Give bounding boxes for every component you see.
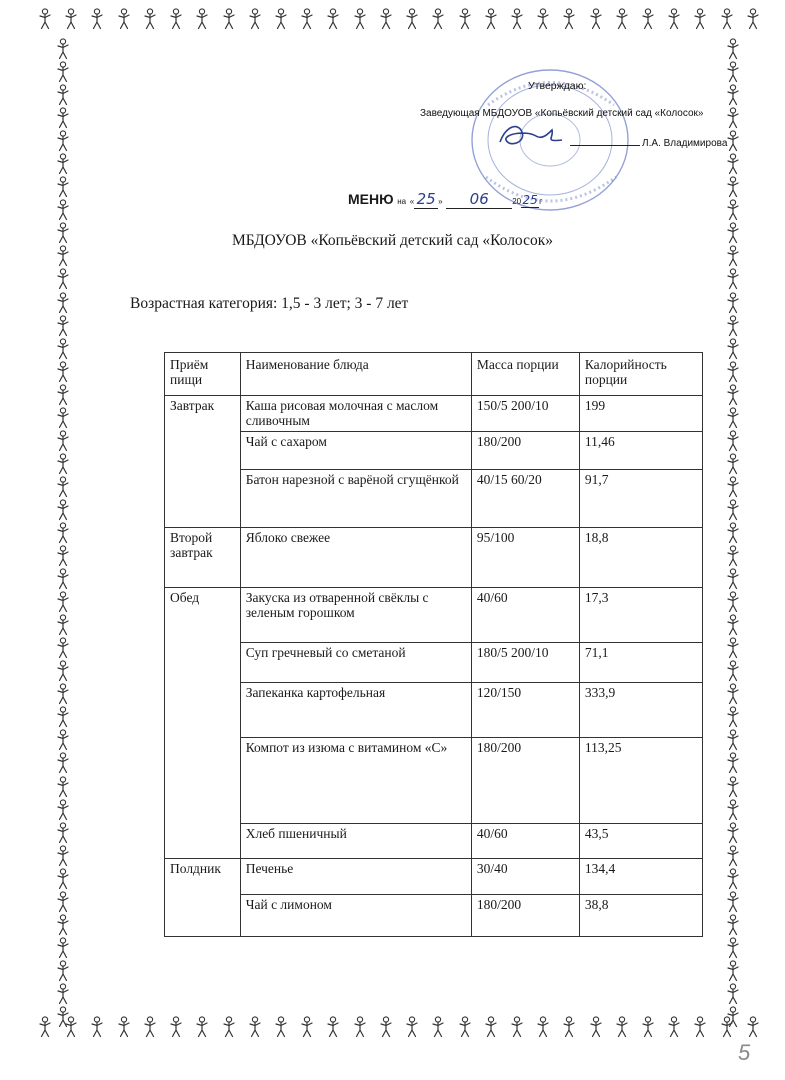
child-figure-icon (726, 315, 740, 337)
page-mark: 5 (738, 1040, 751, 1065)
child-figure-icon (379, 8, 393, 30)
dish-cell: Чай с лимоном (240, 895, 471, 937)
cal-cell: 113,25 (579, 738, 702, 824)
child-figure-icon (510, 8, 524, 30)
child-figure-icon (56, 614, 70, 636)
month-value: 06 (469, 190, 489, 208)
open-quote: « (409, 197, 415, 206)
child-figure-icon (56, 822, 70, 844)
child-figure-icon (746, 1016, 760, 1038)
child-figure-icon (56, 960, 70, 982)
cal-cell: 134,4 (579, 859, 702, 895)
child-figure-icon (56, 384, 70, 406)
child-figure-icon (726, 61, 740, 83)
child-figure-icon (726, 683, 740, 705)
child-figure-icon (56, 868, 70, 890)
close-quote: » (438, 197, 443, 206)
child-figure-icon (56, 522, 70, 544)
child-figure-icon (536, 8, 550, 30)
child-figure-icon (353, 1016, 367, 1038)
child-figure-icon (195, 8, 209, 30)
child-figure-icon (726, 38, 740, 60)
child-figure-icon (56, 937, 70, 959)
age-category: Возрастная категория: 1,5 - 3 лет; 3 - 7 лет (130, 295, 409, 312)
head-name: Л.А. Владимирова (642, 138, 728, 149)
cal-cell: 71,1 (579, 643, 702, 683)
child-figure-icon (726, 845, 740, 867)
child-figure-icon (693, 8, 707, 30)
child-figure-icon (726, 176, 740, 198)
table-row (165, 738, 703, 824)
dish-cell: Закуска из отваренной свёклы с зеленым горошком (240, 588, 471, 643)
menu-heading (348, 190, 542, 209)
dish-cell: Суп гречневый со сметаной (240, 643, 471, 683)
table-row (165, 528, 703, 588)
meal-name-cell: Второй завтрак (165, 528, 241, 588)
child-figure-icon (56, 752, 70, 774)
child-figure-icon (615, 8, 629, 30)
child-figure-icon (726, 983, 740, 1005)
child-figure-icon (589, 8, 603, 30)
on-word: на (397, 197, 407, 206)
child-figure-icon (248, 8, 262, 30)
child-figure-icon (56, 38, 70, 60)
child-figure-icon (562, 8, 576, 30)
child-figure-icon (38, 1016, 52, 1038)
child-figure-icon (274, 1016, 288, 1038)
child-figure-icon (726, 338, 740, 360)
child-figure-icon (431, 8, 445, 30)
meal-name-cell: Обед (165, 588, 241, 859)
child-figure-icon (169, 1016, 183, 1038)
meal-name-cell: Полдник (165, 859, 241, 937)
child-figure-icon (274, 8, 288, 30)
child-figure-icon (726, 614, 740, 636)
child-figure-icon (726, 545, 740, 567)
cal-cell: 43,5 (579, 824, 702, 859)
child-figure-icon (726, 476, 740, 498)
child-figure-icon (56, 107, 70, 129)
child-figure-icon (195, 1016, 209, 1038)
child-figure-icon (300, 8, 314, 30)
cal-cell: 333,9 (579, 683, 702, 738)
child-figure-icon (589, 1016, 603, 1038)
child-figure-icon (726, 960, 740, 982)
child-figure-icon (326, 1016, 340, 1038)
table-row (165, 859, 703, 895)
dish-cell: Каша рисовая молочная с маслом сливочным (240, 396, 471, 432)
child-figure-icon (222, 1016, 236, 1038)
meal-name-cell: Завтрак (165, 396, 241, 528)
child-figure-icon (726, 937, 740, 959)
mass-cell: 150/5 200/10 (471, 396, 579, 432)
table-header-row (165, 353, 703, 396)
child-figure-icon (510, 1016, 524, 1038)
child-figure-icon (746, 8, 760, 30)
child-figure-icon (726, 1006, 740, 1028)
child-figure-icon (726, 84, 740, 106)
child-figure-icon (720, 8, 734, 30)
child-figure-icon (562, 1016, 576, 1038)
child-figure-icon (56, 891, 70, 913)
table-header-cell: Масса порции (471, 353, 579, 396)
child-figure-icon (726, 591, 740, 613)
dish-cell: Печенье (240, 859, 471, 895)
child-figure-icon (726, 292, 740, 314)
child-figure-icon (353, 8, 367, 30)
table-row (165, 643, 703, 683)
mass-cell: 40/60 (471, 588, 579, 643)
child-figure-icon (38, 8, 52, 30)
child-figure-icon (726, 822, 740, 844)
head-name-line (570, 138, 727, 149)
dish-cell: Яблоко свежее (240, 528, 471, 588)
border-right (722, 38, 744, 1028)
child-figure-icon (248, 1016, 262, 1038)
year-unit: г (539, 197, 543, 206)
dish-cell: Компот из изюма с витамином «С» (240, 738, 471, 824)
child-figure-icon (641, 8, 655, 30)
child-figure-icon (726, 499, 740, 521)
mass-cell: 180/5 200/10 (471, 643, 579, 683)
mass-cell: 95/100 (471, 528, 579, 588)
child-figure-icon (56, 706, 70, 728)
child-figure-icon (458, 8, 472, 30)
child-figure-icon (326, 8, 340, 30)
child-figure-icon (56, 1006, 70, 1028)
table-header-cell: Калорийность порции (579, 353, 702, 396)
child-figure-icon (56, 845, 70, 867)
cal-cell: 38,8 (579, 895, 702, 937)
table-header-cell: Приём пищи (165, 353, 241, 396)
child-figure-icon (726, 130, 740, 152)
child-figure-icon (726, 568, 740, 590)
child-figure-icon (56, 799, 70, 821)
child-figure-icon (726, 430, 740, 452)
child-figure-icon (726, 868, 740, 890)
child-figure-icon (726, 776, 740, 798)
table-row (165, 432, 703, 470)
child-figure-icon (169, 8, 183, 30)
table-row (165, 588, 703, 643)
child-figure-icon (90, 8, 104, 30)
mass-cell: 40/60 (471, 824, 579, 859)
year-value: 25 (522, 193, 538, 207)
child-figure-icon (431, 1016, 445, 1038)
table-row (165, 895, 703, 937)
child-figure-icon (56, 729, 70, 751)
child-figure-icon (56, 407, 70, 429)
child-figure-icon (726, 453, 740, 475)
mass-cell: 120/150 (471, 683, 579, 738)
child-figure-icon (56, 545, 70, 567)
child-figure-icon (726, 914, 740, 936)
child-figure-icon (641, 1016, 655, 1038)
dish-cell: Батон нарезной с варёной сгущёнкой (240, 470, 471, 528)
child-figure-icon (56, 361, 70, 383)
dish-cell: Чай с сахаром (240, 432, 471, 470)
child-figure-icon (726, 199, 740, 221)
cal-cell: 17,3 (579, 588, 702, 643)
child-figure-icon (667, 8, 681, 30)
child-figure-icon (458, 1016, 472, 1038)
child-figure-icon (726, 384, 740, 406)
child-figure-icon (56, 499, 70, 521)
child-figure-icon (56, 568, 70, 590)
mass-cell: 30/40 (471, 859, 579, 895)
child-figure-icon (90, 1016, 104, 1038)
child-figure-icon (117, 1016, 131, 1038)
child-figure-icon (726, 522, 740, 544)
child-figure-icon (56, 660, 70, 682)
child-figure-icon (56, 315, 70, 337)
child-figure-icon (484, 1016, 498, 1038)
child-figure-icon (726, 107, 740, 129)
child-figure-icon (379, 1016, 393, 1038)
table-row (165, 470, 703, 528)
child-figure-icon (726, 752, 740, 774)
child-figure-icon (56, 292, 70, 314)
child-figure-icon (143, 1016, 157, 1038)
mass-cell: 180/200 (471, 432, 579, 470)
child-figure-icon (56, 84, 70, 106)
child-figure-icon (56, 199, 70, 221)
menu-word: МЕНЮ (348, 191, 394, 207)
child-figure-icon (536, 1016, 550, 1038)
child-figure-icon (405, 8, 419, 30)
border-left (52, 38, 74, 1028)
child-figure-icon (64, 8, 78, 30)
organization-name: МБДОУОВ «Копьёвский детский сад «Колосок» (232, 232, 553, 249)
child-figure-icon (56, 153, 70, 175)
child-figure-icon (56, 776, 70, 798)
child-figure-icon (726, 660, 740, 682)
border-bottom (38, 1016, 760, 1044)
signature-icon (496, 118, 566, 154)
approve-label: Утверждаю: (528, 80, 587, 92)
dish-cell: Запеканка картофельная (240, 683, 471, 738)
child-figure-icon (667, 1016, 681, 1038)
child-figure-icon (726, 268, 740, 290)
cal-cell: 11,46 (579, 432, 702, 470)
child-figure-icon (56, 914, 70, 936)
child-figure-icon (726, 729, 740, 751)
child-figure-icon (693, 1016, 707, 1038)
day-value: 25 (416, 190, 436, 208)
cal-cell: 91,7 (579, 470, 702, 528)
child-figure-icon (143, 8, 157, 30)
child-figure-icon (56, 453, 70, 475)
mass-cell: 180/200 (471, 738, 579, 824)
child-figure-icon (56, 637, 70, 659)
child-figure-icon (117, 8, 131, 30)
child-figure-icon (726, 799, 740, 821)
cal-cell: 18,8 (579, 528, 702, 588)
child-figure-icon (300, 1016, 314, 1038)
child-figure-icon (56, 176, 70, 198)
child-figure-icon (726, 407, 740, 429)
child-figure-icon (726, 891, 740, 913)
border-top (38, 8, 760, 36)
child-figure-icon (56, 983, 70, 1005)
child-figure-icon (56, 430, 70, 452)
child-figure-icon (726, 706, 740, 728)
child-figure-icon (726, 153, 740, 175)
table-row (165, 824, 703, 859)
child-figure-icon (56, 130, 70, 152)
year-prefix: 20 (512, 197, 522, 206)
child-figure-icon (726, 637, 740, 659)
child-figure-icon (615, 1016, 629, 1038)
child-figure-icon (484, 8, 498, 30)
head-title: Заведующая МБДОУОВ «Копьёвский детский сад «Колосок» (420, 108, 704, 119)
table-row (165, 396, 703, 432)
menu-table (164, 352, 703, 937)
child-figure-icon (56, 591, 70, 613)
child-figure-icon (56, 61, 70, 83)
child-figure-icon (222, 8, 236, 30)
table-row (165, 683, 703, 738)
child-figure-icon (56, 683, 70, 705)
child-figure-icon (726, 361, 740, 383)
child-figure-icon (56, 268, 70, 290)
cal-cell: 199 (579, 396, 702, 432)
child-figure-icon (405, 1016, 419, 1038)
child-figure-icon (56, 476, 70, 498)
mass-cell: 180/200 (471, 895, 579, 937)
child-figure-icon (56, 338, 70, 360)
mass-cell: 40/15 60/20 (471, 470, 579, 528)
dish-cell: Хлеб пшеничный (240, 824, 471, 859)
table-header-cell: Наименование блюда (240, 353, 471, 396)
